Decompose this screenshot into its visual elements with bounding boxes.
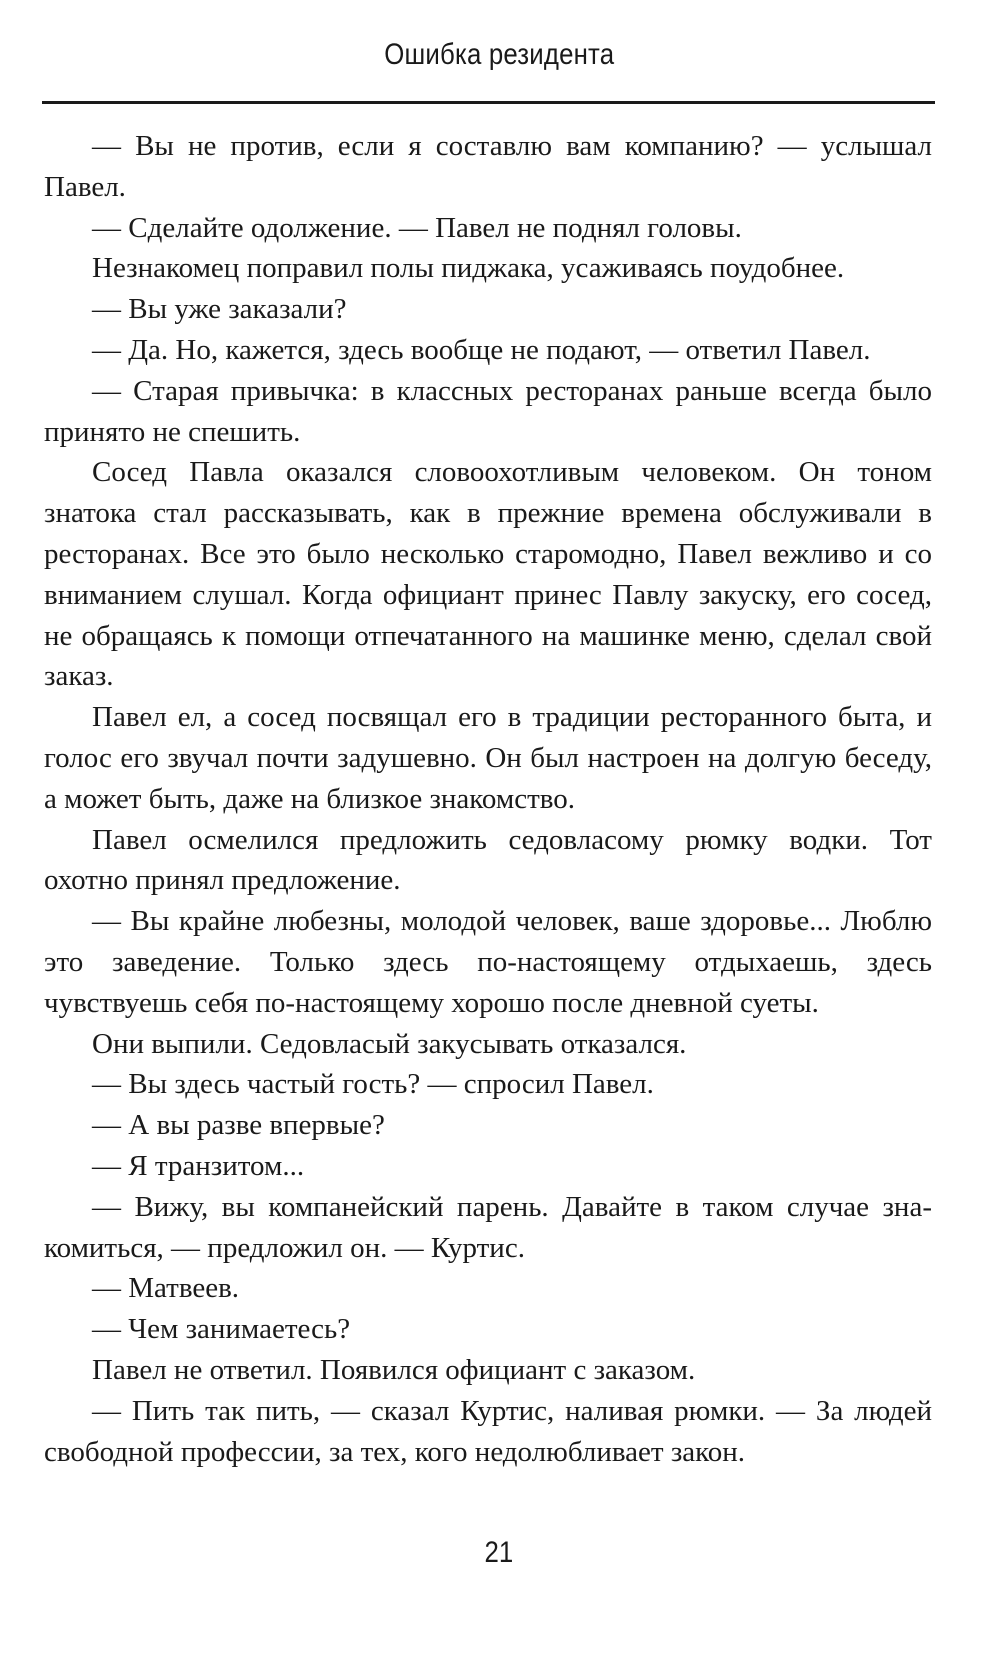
paragraph: — Вы не против, если я составлю вам компанию? — услышал Павел. (44, 130, 932, 203)
paragraph: — А вы разве впервые? (92, 1109, 385, 1142)
paragraph: — Чем занимаетесь? (92, 1313, 351, 1346)
paragraph: Павел не ответил. Появился официант с заказом. (92, 1353, 696, 1386)
paragraph: — Матвеев. (92, 1272, 240, 1305)
paragraph: Сосед Павла оказался словоохотливым человеком. Он тоном знатока стал рассказывать, как в прежние времена обслуживали в ресторанах. Все это было несколько старомодно, Павел вежливо и со вниманием слушал. Когда официант принес Павлу закуску, его сосед, не обращаясь к помощи отпечатанного на машинке меню, сделал свой заказ. (44, 456, 932, 693)
paragraph: — Вы уже заказали? (92, 293, 347, 326)
paragraph: Они выпили. Седовласый закусывать отказался. (92, 1027, 687, 1060)
paragraph: — Я транзитом... (92, 1149, 305, 1182)
paragraph: — Старая привычка: в классных ресторанах раньше всегда было принято не спешить. (44, 374, 932, 448)
page-number: 21 (484, 1536, 514, 1569)
paragraph: Незнакомец поправил полы пиджака, усаживаясь поудобнее. (92, 252, 845, 285)
paragraph: — Вы крайне любезны, молодой человек, ваше здоровье... Люблю это заведение. Только здесь по-настоящему отдыхаешь, здесь чувствуешь себя по-настоящему хорошо после дневной суеты. (44, 905, 932, 1019)
page-body (44, 126, 932, 1472)
paragraph: Павел ел, а сосед посвящал его в традиции ресторанного быта, и голос его звучал почти задушевно. Он был настроен на долгую беседу, а может быть, даже на близкое знакомство. (44, 701, 932, 815)
paragraph: Павел осмелился предложить седовласому рюмку водки. Тот охотно принял предложение. (44, 823, 932, 897)
paragraph: — Пить так пить, — сказал Куртис, наливая рюмки. — За людей свободной профессии, за тех, кого недолюбливает закон. (44, 1394, 932, 1468)
paragraph: — Вижу, вы компанейский парень. Давайте в таком случае знакомиться, — предложил он. — Куртис. (44, 1190, 932, 1264)
header-rule (42, 101, 935, 104)
paragraph: — Да. Но, кажется, здесь вообще не подают, — ответил Павел. (92, 333, 871, 366)
paragraph: — Вы здесь частый гость? — спросил Павел. (92, 1068, 654, 1101)
running-title: Ошибка резидента (384, 38, 615, 71)
paragraph: — Сделайте одолжение. — Павел не поднял головы. (92, 211, 742, 244)
